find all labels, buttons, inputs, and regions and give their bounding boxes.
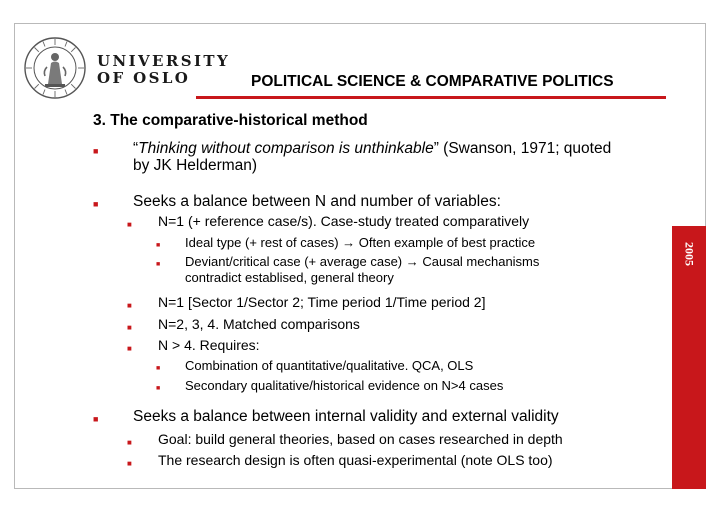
university-name-line2: OF OSLO bbox=[97, 69, 191, 87]
quote-close: ” (Swanson, 1971; quoted bbox=[433, 140, 612, 157]
header-rule bbox=[196, 96, 666, 99]
bullet-square-icon: ■ bbox=[93, 146, 99, 156]
list-item-text: Combination of quantitative/qualitative. QCA, OLS bbox=[185, 358, 474, 373]
header-title: POLITICAL SCIENCE & COMPARATIVE POLITICS bbox=[251, 73, 614, 90]
bullet-square-icon: ■ bbox=[93, 414, 99, 424]
list-item-text: Deviant/critical case (+ average case) → Causal mechanisms bbox=[185, 254, 540, 269]
bullet-square-icon: ■ bbox=[127, 344, 132, 353]
bullet-square-icon: ■ bbox=[93, 199, 99, 209]
bullet-square-icon: ■ bbox=[156, 242, 161, 249]
bullet-square-icon: ■ bbox=[127, 323, 132, 332]
list-item-text: N > 4. Requires: bbox=[158, 337, 260, 353]
quote-line2: by JK Helderman) bbox=[133, 157, 258, 174]
sidebar-year: 2005 bbox=[682, 242, 697, 266]
quote-line1 bbox=[133, 140, 611, 157]
bullet-square-icon: ■ bbox=[156, 261, 161, 268]
bullet-square-icon: ■ bbox=[156, 365, 161, 372]
list-item-text: N=1 (+ reference case/s). Case-study treated comparatively bbox=[158, 213, 530, 229]
list-item-text: N=2, 3, 4. Matched comparisons bbox=[158, 316, 360, 332]
list-item-text: The research design is often quasi-experimental (note OLS too) bbox=[158, 452, 553, 468]
bullet-square-icon: ■ bbox=[127, 438, 132, 447]
list-item-text-cont: contradict establised, general theory bbox=[185, 270, 394, 285]
sidebar-year-badge bbox=[680, 234, 698, 274]
list-item-text: Goal: build general theories, based on cases researched in depth bbox=[158, 431, 563, 447]
list-item-text: Ideal type (+ rest of cases) → Often example of best practice bbox=[185, 235, 536, 250]
list-item-text: Secondary qualitative/historical evidence on N>4 cases bbox=[185, 378, 504, 393]
quote-italic: Thinking without comparison is unthinkable bbox=[138, 140, 434, 157]
bullet-square-icon: ■ bbox=[156, 385, 161, 392]
quote-open: “ bbox=[133, 140, 139, 157]
list-item-text: N=1 [Sector 1/Sector 2; Time period 1/Time period 2] bbox=[158, 294, 486, 310]
list-item-text: Seeks a balance between N and number of variables: bbox=[133, 193, 501, 210]
section-heading: 3. The comparative-historical method bbox=[93, 112, 368, 129]
bullet-square-icon: ■ bbox=[127, 459, 132, 468]
bullet-square-icon: ■ bbox=[127, 220, 132, 229]
university-name bbox=[97, 53, 230, 87]
bullet-square-icon: ■ bbox=[127, 301, 132, 310]
university-seal-icon bbox=[23, 36, 87, 100]
university-name-line1: UNIVERSITY bbox=[97, 52, 231, 70]
list-item-text: Seeks a balance between internal validity and external validity bbox=[133, 408, 559, 425]
